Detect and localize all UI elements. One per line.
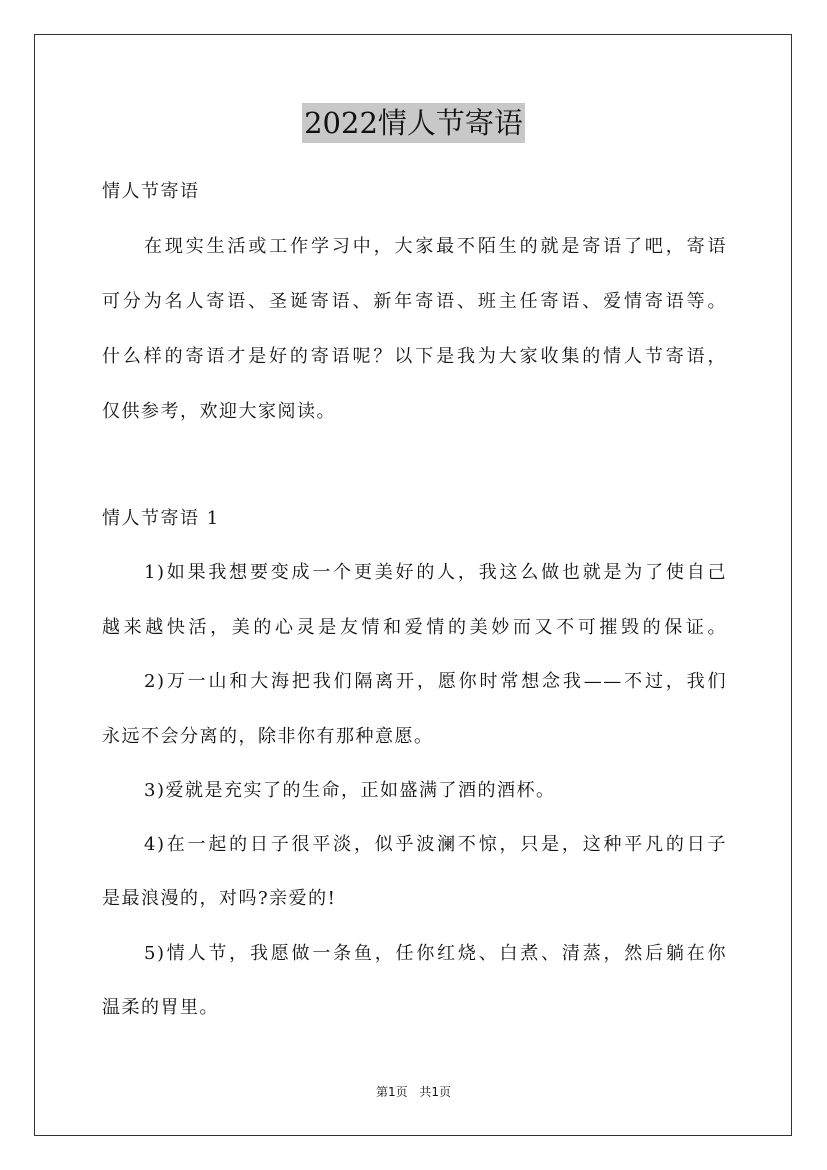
item-line: 2)万一山和大海把我们隔离开，愿你时常想念我——不过，我们 xyxy=(144,671,727,692)
item-line: 3)爱就是充实了的生命，正如盛满了酒的酒杯。 xyxy=(144,780,556,801)
page-number: 第1页 xyxy=(375,1085,408,1099)
item-line: 越来越快活，美的心灵是友情和爱情的美妙而又不可摧毁的保证。 xyxy=(102,617,727,638)
item-line: 温柔的胃里。 xyxy=(102,997,219,1018)
item-line: 5)情人节，我愿做一条鱼，任你红烧、白煮、清蒸，然后躺在你 xyxy=(144,943,727,964)
item-line: 4)在一起的日子很平淡，似乎波澜不惊，只是，这种平凡的日子 xyxy=(144,834,727,855)
intro-line: 可分为名人寄语、圣诞寄语、新年寄语、班主任寄语、爱情寄语等。 xyxy=(102,291,727,312)
intro-line: 在现实生活或工作学习中，大家最不陌生的就是寄语了吧，寄语 xyxy=(144,236,727,257)
intro-line: 什么样的寄语才是好的寄语呢？以下是我为大家收集的情人节寄语， xyxy=(102,346,727,367)
document-title: 2022情人节寄语 xyxy=(302,103,525,143)
item-line: 永远不会分离的，除非你有那种意愿。 xyxy=(102,726,434,747)
section-heading: 情人节寄语 xyxy=(102,181,200,202)
item-line: 1)如果我想要变成一个更美好的人，我这么做也就是为了使自己 xyxy=(144,562,727,583)
item-line: 是最浪漫的，对吗?亲爱的! xyxy=(102,888,337,909)
subsection-heading: 情人节寄语 1 xyxy=(102,508,220,529)
page-footer xyxy=(0,1084,827,1100)
page-total: 共1页 xyxy=(419,1085,452,1099)
intro-line: 仅供参考，欢迎大家阅读。 xyxy=(102,401,336,422)
title-container xyxy=(0,103,827,143)
